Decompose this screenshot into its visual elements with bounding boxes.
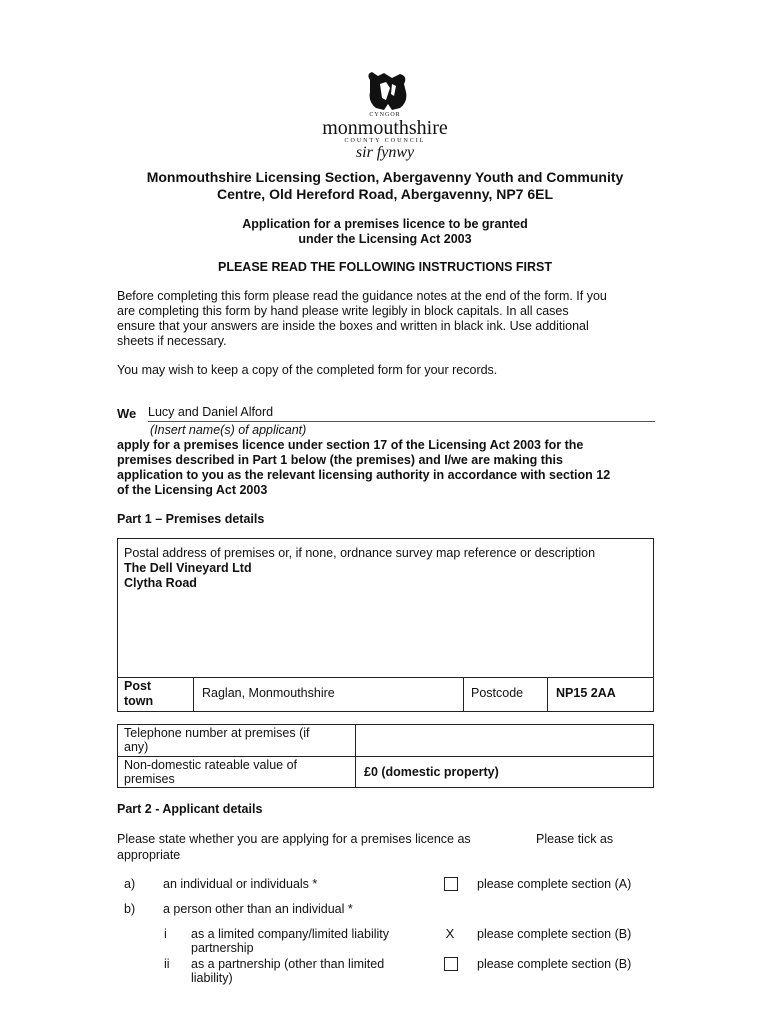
sub-option-ii-text — [191, 957, 384, 985]
address-line-1[interactable]: The Dell Vineyard Ltd — [124, 561, 252, 575]
address-line-2[interactable]: Clytha Road — [124, 576, 197, 590]
post-town-value[interactable]: Raglan, Monmouthshire — [202, 686, 335, 700]
council-logo — [300, 70, 470, 162]
row-divider — [117, 677, 654, 678]
rateable-value[interactable]: £0 (domestic property) — [364, 765, 499, 779]
subheading-line-2: under the Licensing Act 2003 — [298, 232, 472, 246]
apply-statement-line: apply for a premises licence under section 17 of the Licensing Act 2003 for the — [117, 438, 584, 452]
instructions-line: ensure that your answers are inside the boxes and written in black ink. Use additional — [117, 319, 589, 333]
cell-divider — [463, 677, 464, 712]
apply-statement-line: of the Licensing Act 2003 — [117, 483, 268, 497]
post-town-label-line-1: Post — [124, 679, 152, 693]
sub-option-i-text-line-2: partnership — [191, 941, 254, 955]
sub-option-ii-text-line-2: liability) — [191, 971, 233, 985]
applicant-names-value: Lucy and Daniel Alford — [148, 405, 274, 419]
telephone-label — [124, 726, 310, 754]
logo-county-council: COUNTY COUNCIL — [344, 138, 426, 144]
telephone-label-line-2: any) — [124, 740, 149, 754]
sub-option-i-text — [191, 927, 389, 955]
sub-option-ii-checkbox[interactable] — [444, 957, 458, 971]
tick-hint: Please tick as — [536, 832, 614, 846]
sub-option-ii-text-line-1: as a partnership (other than limited — [191, 957, 385, 971]
cell-divider — [355, 724, 356, 788]
heading-line-2: Centre, Old Hereford Road, Abergavenny, NP7 6EL — [216, 186, 554, 202]
part2-title: Part 2 - Applicant details — [117, 802, 263, 816]
heading-line-1: Monmouthshire Licensing Section, Abergavenny Youth and Community — [146, 169, 624, 185]
apply-statement-line: application to you as the relevant licensing authority in accordance with section 12 — [117, 468, 611, 482]
option-a-checkbox[interactable] — [444, 877, 458, 891]
rateable-label-line-2: premises — [124, 772, 175, 786]
logo-welsh-name: sir fynwy — [355, 144, 415, 161]
apply-statement-line: premises described in Part 1 below (the premises) and I/we are making this — [117, 453, 563, 467]
option-a-text: an individual or individuals * — [163, 877, 318, 891]
instructions-line: are completing this form by hand please write legibly in block capitals. In all cases — [117, 304, 569, 318]
option-a-note: please complete section (A) — [477, 877, 632, 891]
option-b-letter: b) — [124, 902, 136, 916]
postcode-value[interactable]: NP15 2AA — [556, 686, 616, 700]
telephone-label-line-1: Telephone number at premises (if — [124, 726, 310, 740]
part1-title: Part 1 – Premises details — [117, 512, 265, 526]
sub-option-i-note: please complete section (B) — [477, 927, 632, 941]
sub-option-ii-note: please complete section (B) — [477, 957, 632, 971]
sub-option-i-numeral: i — [164, 927, 167, 941]
option-a-letter: a) — [124, 877, 136, 891]
instructions-title: PLEASE READ THE FOLLOWING INSTRUCTIONS FIRST — [217, 260, 553, 274]
applicant-names-field[interactable] — [148, 405, 655, 422]
cell-divider — [547, 677, 548, 712]
cell-divider — [193, 677, 194, 712]
option-b-text: a person other than an individual * — [163, 902, 353, 916]
we-label: We — [117, 406, 137, 421]
row-divider — [117, 756, 654, 757]
sub-option-ii-numeral: ii — [164, 957, 170, 971]
applicant-names-hint: (Insert name(s) of applicant) — [150, 423, 307, 437]
post-town-label-line-2: town — [124, 694, 154, 708]
address-label: Postal address of premises or, if none, ordnance survey map reference or description — [124, 546, 596, 560]
part2-question-line-1: Please state whether you are applying for a premises licence as — [117, 832, 471, 846]
sub-option-i-checkbox[interactable]: X — [445, 926, 455, 941]
logo-cyngor: CYNGOR — [369, 112, 401, 118]
rateable-label — [124, 758, 297, 786]
subheading-line-1: Application for a premises licence to be granted — [242, 217, 528, 231]
logo-name: monmouthshire — [322, 117, 448, 139]
copy-note: You may wish to keep a copy of the completed form for your records. — [117, 363, 498, 377]
instructions-line: Before completing this form please read the guidance notes at the end of the form. If you — [117, 289, 607, 303]
dragon-crest-icon — [362, 70, 412, 112]
rateable-label-line-1: Non-domestic rateable value of — [124, 758, 298, 772]
sub-option-i-text-line-1: as a limited company/limited liability — [191, 927, 389, 941]
postcode-label: Postcode — [471, 686, 524, 700]
post-town-label — [124, 679, 153, 709]
part2-question-line-2: appropriate — [117, 848, 181, 862]
instructions-line: sheets if necessary. — [117, 334, 227, 348]
